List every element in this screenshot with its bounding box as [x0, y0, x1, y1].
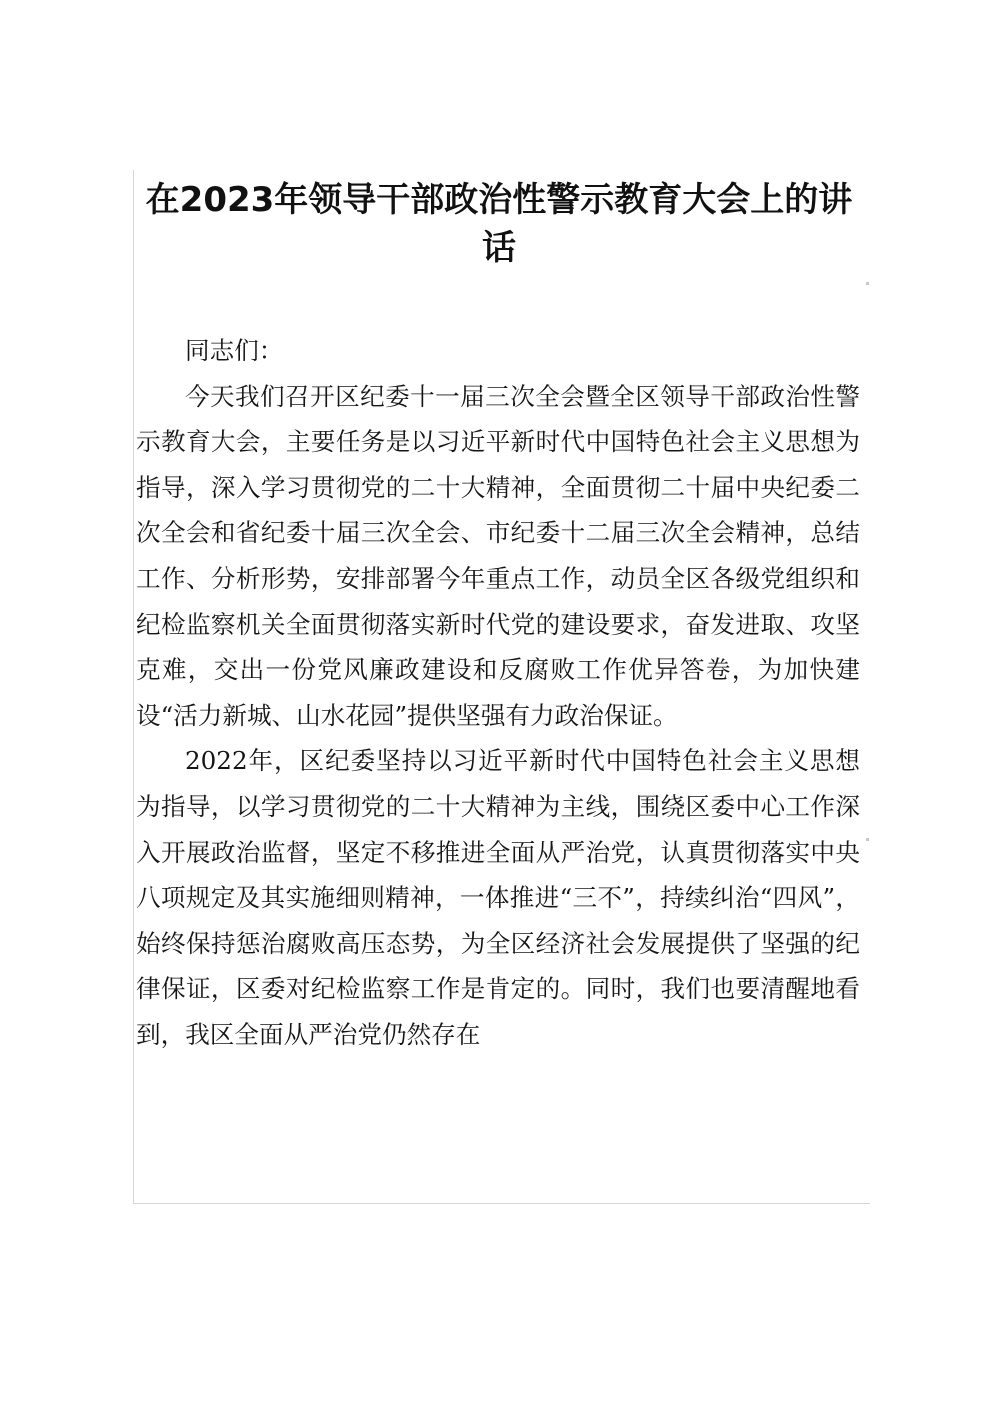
page-margin-line-left	[133, 170, 134, 1204]
document-body	[136, 328, 860, 1058]
body-paragraph: 今天我们召开区纪委十一届三次全会暨全区领导干部政治性警示教育大会，主要任务是以习近平新时代中国特色社会主义思想为指导，深入学习贯彻党的二十大精神，全面贯彻二十届中央纪委二次全会和省纪委十届三次全会、市纪委十二届三次全会精神，总结工作、分析形势，安排部署今年重点工作，动员全区各级党组织和纪检监察机关全面贯彻落实新时代党的建设要求，奋发进取、攻坚克难，交出一份党风廉政建设和反腐败工作优异答卷，为加快建设“活力新城、山水花园”提供坚强有力政治保证。	[136, 381, 860, 730]
margin-mark	[866, 282, 869, 285]
salutation: 同志们：	[185, 336, 284, 365]
margin-mark	[866, 838, 869, 841]
document-title: 在2023年领导干部政治性警示教育大会上的讲话	[145, 180, 853, 268]
body-paragraph: 2022年，区纪委坚持以习近平新时代中国特色社会主义思想为指导，以学习贯彻党的二十大精神为主线，围绕区委中心工作深入开展政治监督，坚定不移推进全面从严治党，认真贯彻落实中央八项规定及其实施细则精神，一体推进“三不”，持续纠治“四风”，始终保持惩治腐败高压态势，为全区经济社会发展提供了坚强的纪律保证，区委对纪检监察工作是肯定的。同时，我们也要清醒地看到，我区全面从严治党仍然存在	[136, 746, 860, 1049]
page-margin-line-bottom	[133, 1203, 870, 1204]
